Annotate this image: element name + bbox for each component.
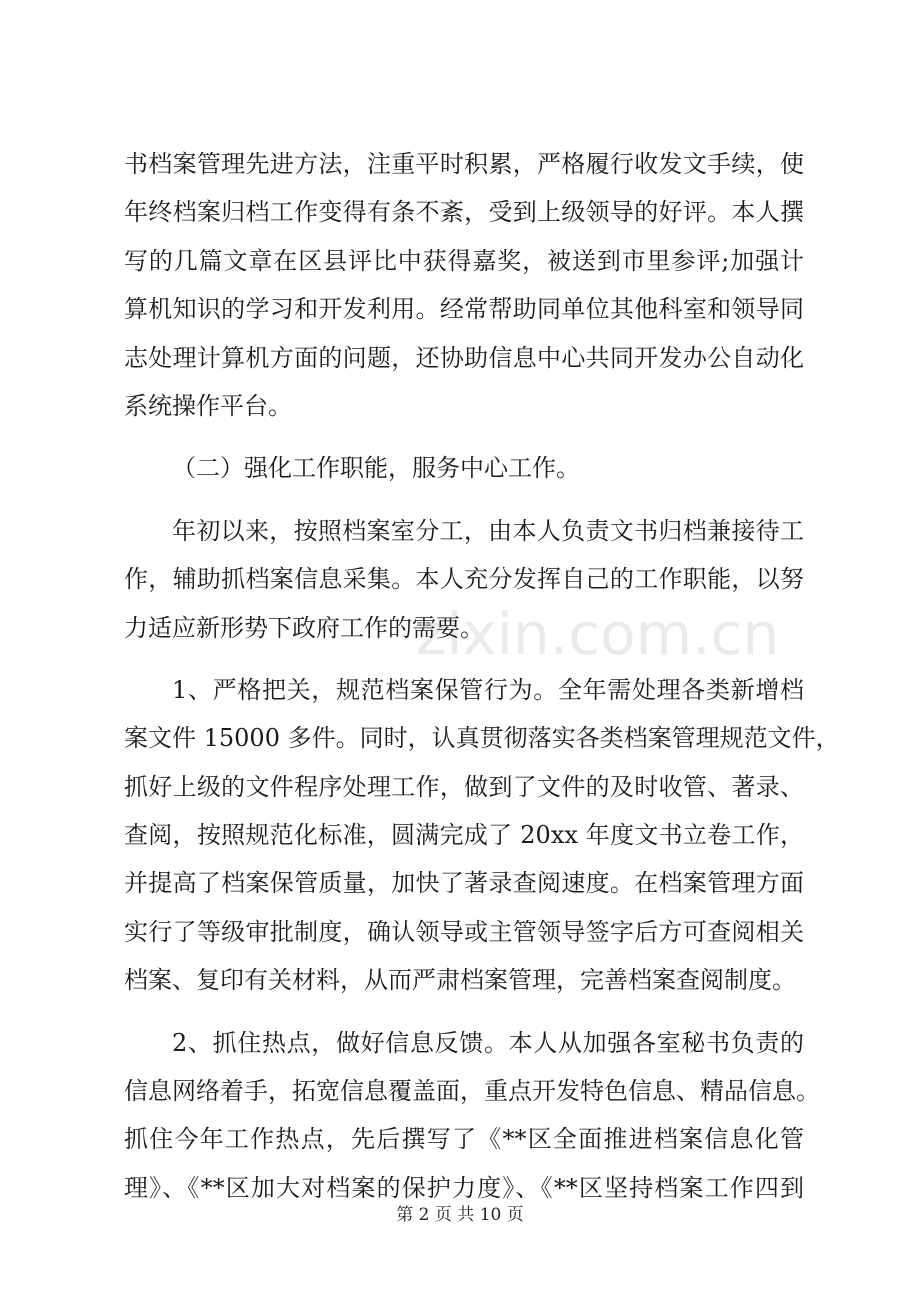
text-line: 作，辅助抓档案信息采集。本人充分发挥自己的工作职能，以努 — [124, 565, 804, 594]
text-line: 年初以来，按照档案室分工，由本人负责文书归档兼接待工 — [172, 516, 804, 545]
body-text — [124, 140, 840, 1212]
text-line: 书档案管理先进方法，注重平时积累，严格履行收发文手续，使 — [124, 150, 804, 178]
text-line: 理》、《**区加大对档案的保护力度》、《**区坚持档案工作四到 — [124, 1173, 804, 1202]
text-line: 2、抓住热点，做好信息反馈。本人从加强各室秘书负责的 — [172, 1028, 804, 1057]
text-line: 并提高了档案保管质量，加快了著录查阅速度。在档案管理方面 — [124, 869, 804, 898]
section-heading: （二）强化工作职能，服务中心工作。 — [172, 454, 580, 483]
text-line: 写的几篇文章在区县评比中获得嘉奖，被送到市里参评;加强计 — [124, 246, 804, 275]
page-footer: 第 2 页 共 10 页 — [396, 1205, 524, 1225]
text-line: 查阅，按照规范化标准，圆满完成了 20xx 年度文书立卷工作， — [124, 821, 804, 850]
text-line: 抓住今年工作热点，先后撰写了《**区全面推进档案信息化管 — [124, 1125, 804, 1154]
text-line: 案文件 15000 多件。同时，认真贯彻落实各类档案管理规范文件， — [124, 724, 840, 753]
text-line: 志处理计算机方面的问题，还协助信息中心共同开发办公自动化 — [124, 343, 804, 372]
text-line: 抓好上级的文件程序处理工作，做到了文件的及时收管、著录、 — [124, 772, 804, 801]
text-line: 算机知识的学习和开发利用。经常帮助同单位其他科室和领导同 — [124, 295, 804, 324]
text-line: 年终档案归档工作变得有条不紊，受到上级领导的好评。本人撰 — [124, 198, 804, 227]
text-line: 系统操作平台。 — [124, 391, 292, 420]
text-line: 档案、复印有关材料，从而严肃档案管理，完善档案查阅制度。 — [124, 966, 796, 995]
text-line: 信息网络着手，拓宽信息覆盖面，重点开发特色信息、精品信息。 — [124, 1077, 820, 1106]
text-line: 1、严格把关，规范档案保管行为。全年需处理各类新增档 — [172, 675, 804, 704]
text-line: 力适应新形势下政府工作的需要。 — [124, 613, 484, 642]
text-line: 实行了等级审批制度，确认领导或主管领导签字后方可查阅相关 — [124, 917, 804, 946]
watermark: zixin.com.cn — [416, 600, 780, 668]
